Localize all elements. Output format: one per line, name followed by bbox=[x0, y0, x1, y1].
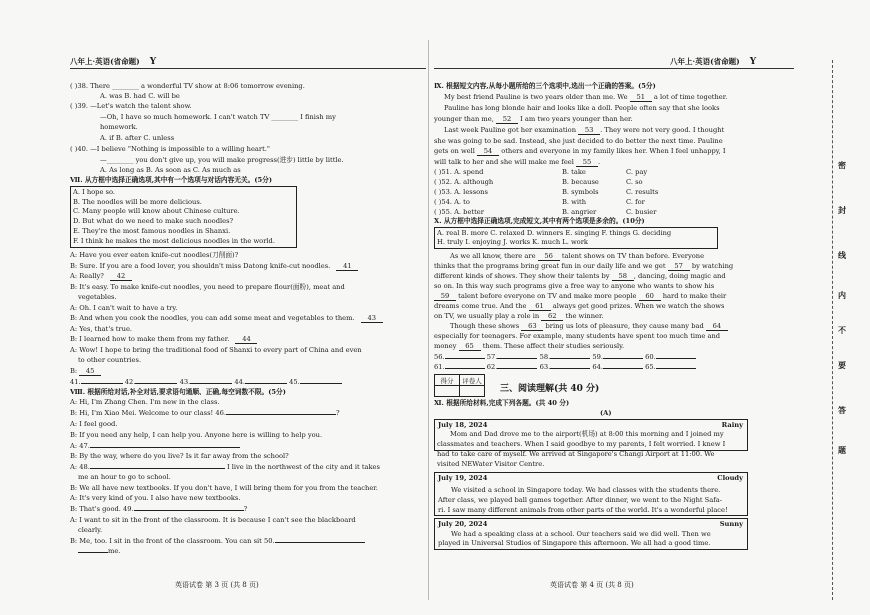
passage-line: 59 talent before everyone on TV and make more people 60 hard to make their bbox=[434, 292, 726, 301]
diary-weather: Rainy bbox=[721, 421, 743, 429]
q39-line: —Oh, I have so much homework. I can't watch TV ________ I finish my bbox=[100, 113, 336, 121]
grader-cell[interactable] bbox=[460, 386, 485, 397]
seal-char: 封 bbox=[838, 205, 846, 215]
page-footer: 英语试卷 第 4 页 (共 8 页) bbox=[550, 581, 634, 589]
page-3 bbox=[0, 0, 428, 615]
passage-line: she was going to be sad. Instead, she just decided to do better the next time. Pauline bbox=[434, 137, 723, 145]
option-e: E. They're the most famous noodles in Shanxi. bbox=[73, 227, 231, 235]
answer-blank-row: 61. 62. 63. 64. 65. bbox=[434, 363, 696, 371]
dialogue-line: A: Hi, I'm Zhang Chen. I'm new in the class. bbox=[70, 398, 220, 406]
option-row: ( )51. A. spend B. take C. pay bbox=[434, 168, 648, 176]
dialogue-line: clearly. bbox=[78, 526, 103, 534]
dialogue-line: B: If you need any help, I can help you. Anyone here is willing to help you. bbox=[70, 431, 323, 439]
q40-line: —________ you don't give up, you will make progress(进步) little by little. bbox=[100, 156, 344, 164]
options-row: H. truly I. enjoying J. works K. much L. work bbox=[437, 238, 588, 246]
diary-line: We had a speaking class at a school. Our teachers said we did well. Then we bbox=[451, 530, 711, 538]
header-rule bbox=[434, 68, 794, 69]
diary-line: We visited a school in Singapore today. We had classes with the students there. bbox=[451, 486, 721, 494]
dialogue-line: B: I learned how to make them from my father. 44 bbox=[70, 335, 257, 344]
dialogue-line: B: 45 bbox=[70, 367, 101, 376]
options-box-10 bbox=[434, 227, 718, 249]
dialogue-line: vegetables. bbox=[78, 293, 117, 301]
passage-line: thinks that the programs bring great fun in our daily life and we get 57 by watching bbox=[434, 262, 734, 270]
option-a: A. I hope so. bbox=[73, 188, 116, 196]
section-8-title: Ⅷ. 根据所给对话,补全对话,要求语句通顺、正确,每空词数不限。(5分) bbox=[70, 388, 286, 396]
seal-char: 线 bbox=[838, 250, 846, 260]
section-7-title: Ⅶ. 从方框中选择正确选项,其中有一个选项与对话内容无关。(5分) bbox=[70, 176, 273, 184]
grader-label: 评卷人 bbox=[460, 375, 485, 386]
seal-line bbox=[832, 60, 834, 600]
diary-date: July 20, 2024 bbox=[438, 520, 488, 528]
passage-line: younger than me, 52 I am two years younger than her. bbox=[434, 115, 633, 123]
dialogue-line: B: That's good. 49. ? bbox=[70, 505, 248, 513]
section-9-title: Ⅸ. 根据短文内容,从每小题所给的三个选项中,选出一个正确的答案。(5分) bbox=[434, 82, 656, 90]
seal-char: 不 bbox=[838, 325, 846, 335]
seal-char: 要 bbox=[838, 360, 846, 370]
dialogue-line: A: Have you ever eaten knife-cut noodles(刀削面)? bbox=[70, 251, 239, 259]
header-rule bbox=[70, 68, 426, 69]
dialogue-line: me. bbox=[78, 547, 120, 555]
dialogue-line: B: And when you cook the noodles, you can add some meat and vegetables to them. 43 bbox=[70, 314, 383, 323]
passage-line: especially for teenagers. For example, many students have spent too much time and bbox=[434, 332, 721, 340]
option-b: B. The noodles will be more delicious. bbox=[73, 198, 202, 206]
diary-line: ri. I saw many different animals from other parts of the world. It's a wonderful place! bbox=[438, 506, 728, 514]
dialogue-line: me an hour to go to school. bbox=[78, 473, 171, 481]
passage-a-label: (A) bbox=[600, 409, 612, 417]
diary-line: had to take care of myself. We arrived at Singapore's Changi Airport at 11:00. We bbox=[437, 450, 715, 458]
section-11-title: Ⅺ. 根据所给材料,完成下列各题。(共 40 分) bbox=[434, 399, 570, 407]
q39-options: A. if B. after C. unless bbox=[100, 134, 175, 142]
q38-options: A. was B. had C. will be bbox=[100, 92, 180, 100]
score-label: 得分 bbox=[435, 375, 460, 386]
option-row: ( )54. A. to B. with C. for bbox=[434, 198, 645, 206]
q40-options: A. As long as B. As soon as C. As much as bbox=[100, 166, 241, 174]
answer-blank-row: 56. 57. 58. 59. 60. bbox=[434, 353, 696, 361]
option-row: ( )52. A. although B. because C. so bbox=[434, 178, 643, 186]
dialogue-line: B: By the way, where do you live? Is it far away from the school? bbox=[70, 452, 289, 460]
diary-date: July 19, 2024 bbox=[438, 474, 488, 482]
dialogue-line: to other countries. bbox=[78, 356, 142, 364]
page-header: 八年上·英语(省命题) Y bbox=[70, 57, 157, 67]
dialogue-line: A: Oh. I can't wait to have a try. bbox=[70, 304, 178, 312]
diary-weather: Cloudy bbox=[717, 474, 743, 482]
page-divider bbox=[428, 40, 429, 600]
diary-line: Mom and Dad drove me to the airport(机场) at 8:00 this morning and I joined my bbox=[450, 430, 724, 438]
options-box-7 bbox=[70, 186, 297, 248]
passage-line: My best friend Pauline is two years older than me. We 51 a lot of time together. bbox=[444, 93, 728, 101]
seal-char: 内 bbox=[838, 290, 846, 300]
dialogue-line: A: Yes, that's true. bbox=[70, 325, 133, 333]
dialogue-line: B: Sure. If you are a food lover, you shouldn't miss Datong knife-cut noodles. 41 bbox=[70, 262, 358, 271]
diary-date: July 18, 2024 bbox=[438, 421, 488, 429]
option-d: D. But what do we need to make such noodles? bbox=[73, 217, 234, 225]
diary-line: classmates and teachers. When I said goodbye to my parents, I felt worried. I knew I bbox=[437, 440, 726, 448]
score-table bbox=[434, 374, 485, 397]
q39-line: homework. bbox=[100, 123, 138, 131]
option-f: F. I think he makes the most delicious noodles in the world. bbox=[73, 237, 275, 245]
q39-stem: ( )39. —Let's watch the talent show. bbox=[70, 102, 192, 110]
answer-blank-row: 41. 42. 43. 44. 45. bbox=[70, 378, 342, 386]
passage-line: As we all know, there are 56 talent shows on TV than before. Everyone bbox=[450, 252, 705, 260]
dialogue-line: A: I feel good. bbox=[70, 420, 118, 428]
diary-entry bbox=[434, 518, 748, 550]
options-row: A. real B. more C. relaxed D. winners E. singing F. things G. deciding bbox=[437, 229, 672, 237]
seal-char: 密 bbox=[838, 160, 846, 170]
dialogue-line: A: 48. I live in the northwest of the city and it takes bbox=[70, 463, 380, 471]
diary-entry bbox=[434, 472, 748, 516]
dialogue-line: B: Me, too. I sit in the front of the classroom. You can sit 50. bbox=[70, 537, 365, 545]
passage-line: Last week Pauline got her examination 53 . They were not very good. I thought bbox=[444, 126, 725, 134]
dialogue-line: A: 47. bbox=[70, 442, 240, 450]
option-row: ( )53. A. lessons B. symbols C. results bbox=[434, 188, 659, 196]
q38-stem: ( )38. There ________ a wonderful TV show at 8:06 tomorrow evening. bbox=[70, 82, 305, 90]
passage-line: dreams come true. And the 61 always get good prizes. When we watch the shows bbox=[434, 302, 725, 310]
diary-line: played in Universal Studios of Singapore this afternoon. We all had a good time. bbox=[438, 539, 711, 547]
section-10-title: Ⅹ. 从方框中选择正确选项,完成短文,其中有两个选项是多余的。(10分) bbox=[434, 217, 645, 225]
part-3-title: 三、阅读理解(共 40 分) bbox=[500, 384, 600, 394]
dialogue-line: B: It's easy. To make knife-cut noodles, you need to prepare flour(面粉), meat and bbox=[70, 283, 345, 291]
option-c: C. Many people will know about Chinese culture. bbox=[73, 207, 240, 215]
page-footer: 英语试卷 第 3 页 (共 8 页) bbox=[175, 581, 259, 589]
passage-line: on TV, we usually play a role in 62 the winner. bbox=[434, 312, 604, 320]
diary-weather: Sunny bbox=[719, 520, 743, 528]
seal-char: 答 bbox=[838, 405, 846, 415]
dialogue-line: A: Wow! I hope to bring the traditional food of Shanxi to every part of China and even bbox=[70, 346, 362, 354]
dialogue-line: A: I want to sit in the front of the classroom. It is because I can't see the blackboard bbox=[70, 516, 356, 524]
passage-line: gets on well 54 others and everyone in my family likes her. When I feel unhappy, I bbox=[434, 147, 726, 155]
dialogue-line: A: It's very kind of you. I also have new textbooks. bbox=[70, 494, 241, 502]
page-header: 八年上·英语(省命题) Y bbox=[670, 57, 757, 67]
page-4 bbox=[430, 0, 870, 615]
dialogue-line: B: We all have new textbooks. If you don't have, I will bring them for you from the teacher. bbox=[70, 484, 378, 492]
score-cell[interactable] bbox=[435, 386, 460, 397]
passage-line: different kinds of shows. They show their talents by 58 , dancing, doing magic and bbox=[434, 272, 726, 280]
diary-line: visited NEWater Visitor Centre. bbox=[437, 460, 545, 468]
passage-line: money 65 them. These affect their studies seriously. bbox=[434, 342, 625, 350]
passage-line: Pauline has long blonde hair and looks like a doll. People often say that she looks bbox=[444, 104, 720, 112]
passage-line: so on. In this way such programs give a free way to anyone who wants to show his bbox=[434, 282, 715, 290]
option-row: ( )55. A. better B. angrier C. busier bbox=[434, 208, 657, 216]
q40-stem: ( )40. —I believe "Nothing is impossible to a willing heart." bbox=[70, 145, 270, 153]
diary-line: After class, we played ball games together. After dinner, we went to the Night Safa- bbox=[438, 496, 722, 504]
passage-line: Though these shows 63 bring us lots of pleasure, they cause many bad 64 bbox=[450, 322, 728, 331]
passage-line: will talk to her and she will make me feel 55 . bbox=[434, 158, 601, 166]
dialogue-line: B: Hi, I'm Xiao Mei. Welcome to our class! 46. ? bbox=[70, 409, 340, 417]
seal-char: 题 bbox=[838, 445, 846, 455]
dialogue-line: A: Really? 42 bbox=[70, 272, 132, 281]
